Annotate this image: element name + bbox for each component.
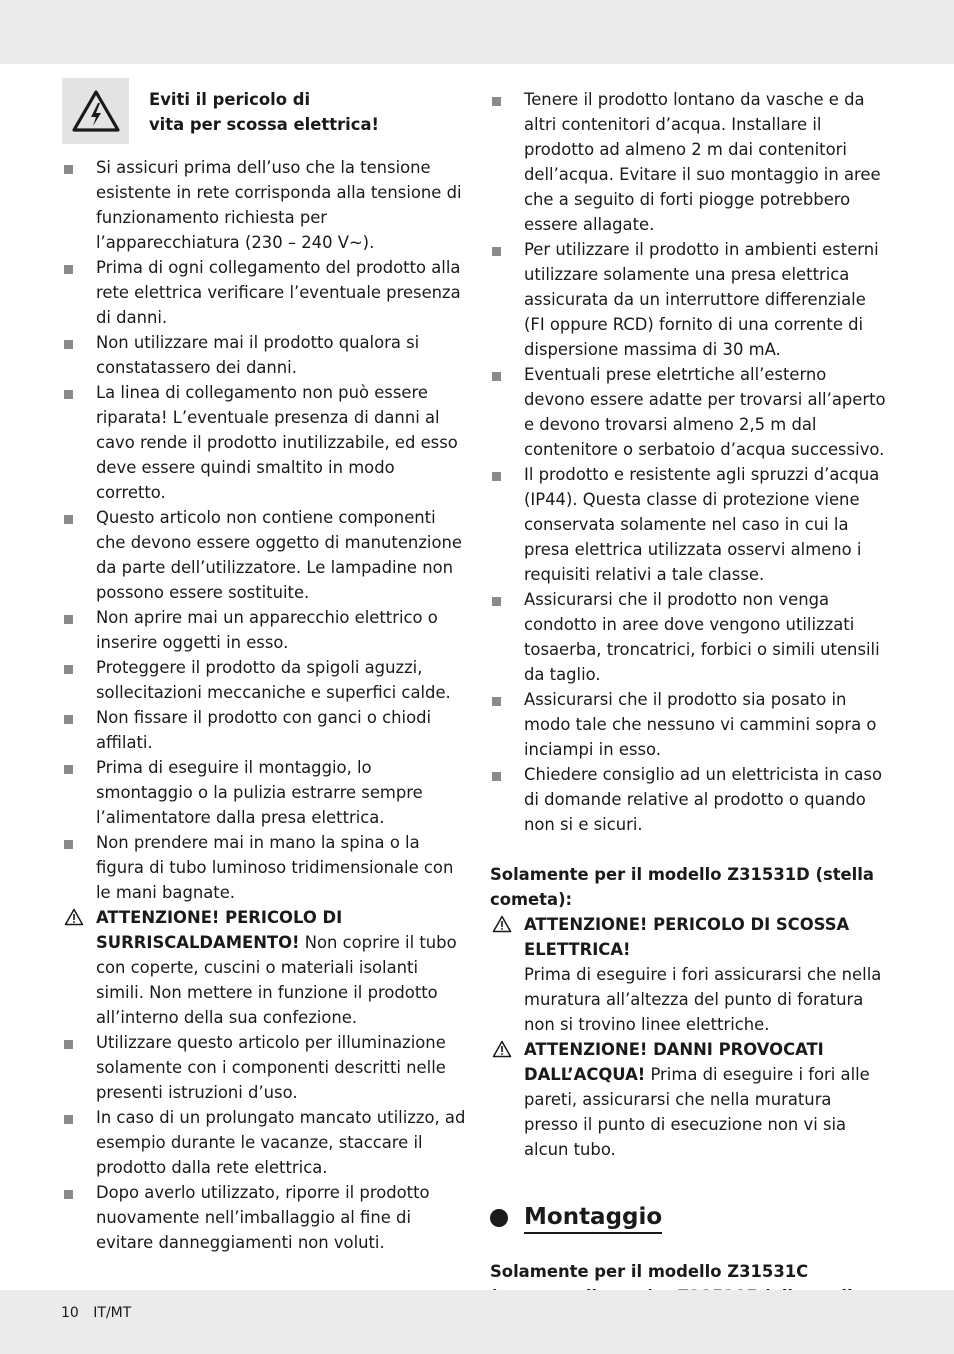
high-voltage-warning-icon xyxy=(71,89,121,133)
left-bullet-list-b xyxy=(62,1030,466,1255)
header-band xyxy=(0,0,954,64)
list-item: Assicurarsi che il prodotto non venga condotto in aree dove vengono utilizzati tosaerba, troncatrici, forbici o simili utensili da taglio. xyxy=(490,587,890,687)
list-item: Dopo averlo utilizzato, riporre il prodotto nuovamente nell’imballaggio al fine di evitare danneggiamenti non voluti. xyxy=(62,1180,466,1255)
list-item: Per utilizzare il prodotto in ambienti esterni utilizzare solamente una presa elettrica assicurata da un interruttore differenziale (FI oppure RCD) fornito di una corrente di dispersione massima di 30 mA. xyxy=(490,237,890,362)
list-item: La linea di collegamento non può essere riparata! L’eventuale presenza di danni al cavo rende il prodotto inutilizzabile, ed esso deve essere quindi smaltito in modo corretto. xyxy=(62,380,466,505)
section-title: Montaggio xyxy=(524,1202,662,1234)
page-locale: IT/MT xyxy=(93,1305,132,1321)
left-column xyxy=(62,78,466,1255)
warning-header xyxy=(149,87,379,137)
list-item: Non utilizzare mai il prodotto qualora si constatassero dei danni. xyxy=(62,330,466,380)
warning-triangle-icon xyxy=(492,915,512,933)
list-item: Eventuali prese eletrtiche all’esterno devono essere adatte per trovarsi all’aperto e devono trovarsi almeno 2,5 m dal contenitore o serbatoio d’acqua successivo. xyxy=(490,362,890,462)
list-item: Si assicuri prima dell’uso che la tensione esistente in rete corrisponda alla tensione di funzionamento richiesta per l’apparecchiatura (230 – 240 V~). xyxy=(62,155,466,255)
warning-header-line-1: Eviti il pericolo di xyxy=(149,90,311,109)
section-bullet-icon xyxy=(490,1209,508,1227)
right-bullet-list xyxy=(490,87,890,837)
left-bullet-list-a xyxy=(62,155,466,905)
footer-band xyxy=(0,1290,954,1354)
model-ce-heading: Solamente per il modello Z31531C xyxy=(490,1262,809,1281)
water-warning-text: Prima di eseguire i fori alle pareti, assicurarsi che nella muratura presso il punto di esecuzione non vi sia alcun tubo. xyxy=(524,1065,870,1159)
list-item: Utilizzare questo articolo per illuminazione solamente con i componenti descritti nelle presenti istruzioni d’uso. xyxy=(62,1030,466,1105)
section-heading xyxy=(490,1202,890,1234)
list-item: In caso di un prolungato mancato utilizzo, ad esempio durante le vacanze, staccare il prodotto dalla rete elettrica. xyxy=(62,1105,466,1180)
shock-warning xyxy=(490,912,890,1037)
overheat-warning-title: ATTENZIONE! PERICOLO DI SURRISCALDAMENTO! xyxy=(96,908,343,952)
overheat-warning-text: Non coprire il tubo con coperte, cuscini o materiali isolanti simili. Non mettere in funzione il prodotto all’interno della sua confezione. xyxy=(96,933,457,1027)
water-warning-title: ATTENZIONE! DANNI PROVOCATI DALL’ACQUA! xyxy=(524,1040,824,1084)
list-item: Chiedere consiglio ad un elettricista in caso di domande relative al prodotto o quando non si e sicuri. xyxy=(490,762,890,837)
warning-header-line-2: vita per scossa elettrica! xyxy=(149,115,380,134)
overheat-warning xyxy=(62,905,466,1030)
list-item: Questo articolo non contiene componenti che devono essere oggetto di manutenzione da parte dell’utilizzatore. Le lampadine non possono essere sostituite. xyxy=(62,505,466,605)
warning-triangle-icon xyxy=(492,1040,512,1058)
water-warning xyxy=(490,1037,890,1162)
list-item: Assicurarsi che il prodotto sia posato in modo tale che nessuno vi cammini sopra o inciampi in esso. xyxy=(490,687,890,762)
model-d-heading: Solamente per il modello Z31531D (stella cometa): xyxy=(490,865,874,909)
list-item: Non aprire mai un apparecchio elettrico o inserire oggetti in esso. xyxy=(62,605,466,655)
warning-icon-box xyxy=(62,78,129,144)
list-item: Non fissare il prodotto con ganci o chiodi affilati. xyxy=(62,705,466,755)
list-item: Il prodotto e resistente agli spruzzi d’acqua (IP44). Questa classe di protezione viene conservata solamente nel caso in cui la presa elettrica utilizzata osservi almeno i requisiti relativi a tale classe. xyxy=(490,462,890,587)
footer xyxy=(61,1305,131,1321)
shock-warning-title: ATTENZIONE! PERICOLO DI SCOSSA ELETTRICA! xyxy=(524,915,850,959)
list-item: Non prendere mai in mano la spina o la figura di tubo luminoso tridimensionale con le mani bagnate. xyxy=(62,830,466,905)
list-item: Tenere il prodotto lontano da vasche e da altri contenitori d’acqua. Installare il prodotto ad almeno 2 m dai contenitori dell’acqua. Evitare il suo montaggio in aree che a seguito di forti piogge potrebbero essere allagate. xyxy=(490,87,890,237)
right-column xyxy=(490,87,890,1334)
electric-shock-warning-box xyxy=(62,78,466,144)
list-item: Prima di eseguire il montaggio, lo smontaggio o la pulizia estrarre sempre l’alimentatore dalla presa elettrica. xyxy=(62,755,466,830)
list-item: Prima di ogni collegamento del prodotto alla rete elettrica verificare l’eventuale presenza di danni. xyxy=(62,255,466,330)
page-number: 10 xyxy=(61,1305,79,1321)
warning-triangle-icon xyxy=(64,908,84,926)
shock-warning-text: Prima di eseguire i fori assicurarsi che nella muratura all’altezza del punto di foratura non si trovino linee elettriche. xyxy=(524,965,882,1034)
list-item: Proteggere il prodotto da spigoli aguzzi, sollecitazioni meccaniche e superfici calde. xyxy=(62,655,466,705)
